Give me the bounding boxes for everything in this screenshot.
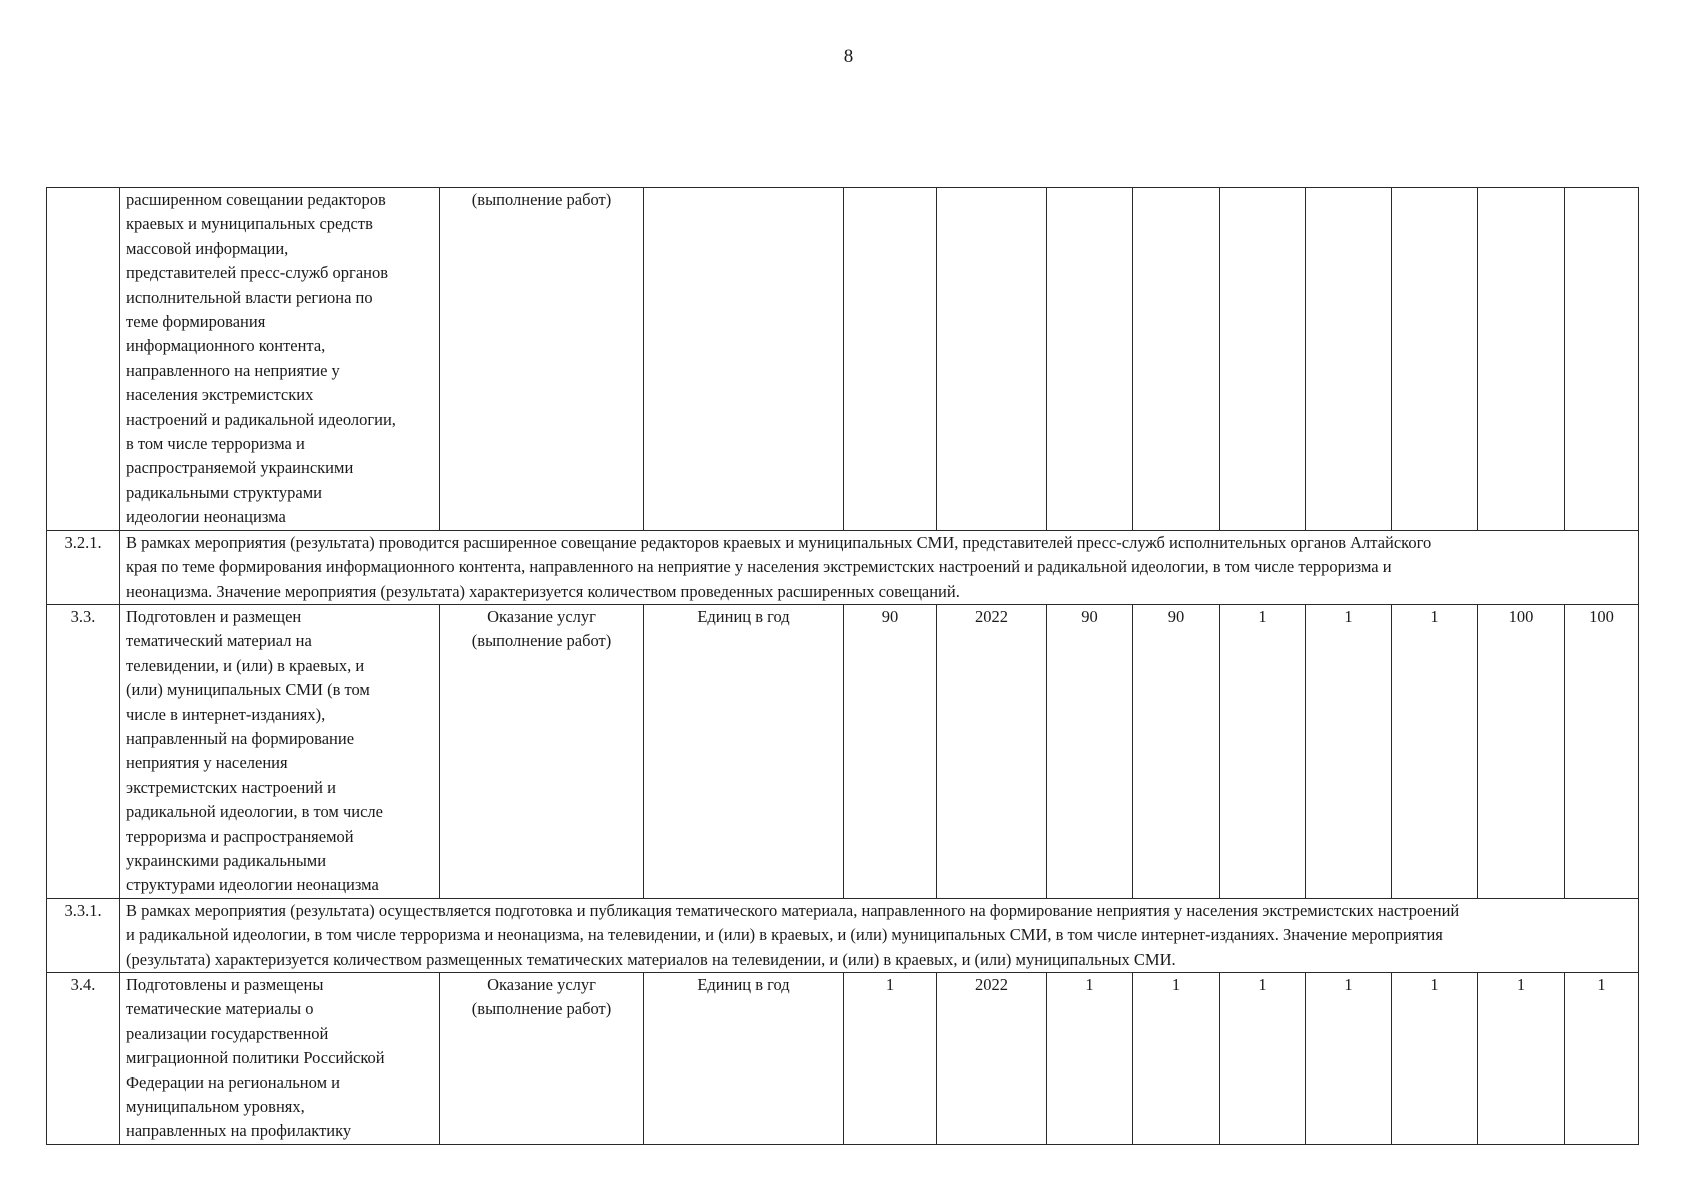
indicator-name-line: направленного на неприятие у <box>126 360 340 380</box>
indicator-name-line: направленный на формирование <box>126 728 355 748</box>
indicator-type-line: (выполнение работ) <box>471 190 612 209</box>
indicator-name-line: неприятия у населения <box>126 753 288 773</box>
indicator-row <box>47 604 1639 898</box>
indicator-name-line: терроризма и распространяемой <box>126 826 354 846</box>
unit-cell: Единиц в год <box>644 604 844 898</box>
value-cell: 1 <box>1306 604 1392 898</box>
indicator-row <box>47 973 1639 1145</box>
indicator-name-line: радикальной идеологии, в том числе <box>126 802 383 822</box>
description-text-line: В рамках мероприятия (результата) осуществляется подготовка и публикация тематического материала, направленного на формирование неприятия у населения экстремистских настроений <box>126 900 1460 920</box>
row-number: 3.3.1. <box>47 898 120 972</box>
indicator-name-line: расширенном совещании редакторов <box>126 190 386 209</box>
value-cell: 2022 <box>937 604 1047 898</box>
indicator-row <box>47 188 1639 531</box>
indicator-name-line: телевидении, и (или) в краевых, и <box>126 655 365 675</box>
indicator-name-line: направленных на профилактику <box>126 1121 352 1141</box>
indicator-name-line: распространяемой украинскими <box>126 458 354 478</box>
value-cell <box>1478 188 1565 531</box>
value-cell <box>937 188 1047 531</box>
description-row <box>47 530 1639 604</box>
value-cell: 90 <box>1133 604 1220 898</box>
value-cell: 100 <box>1478 604 1565 898</box>
indicator-type-line: (выполнение работ) <box>471 999 612 1019</box>
indicator-name-line: украинскими радикальными <box>126 850 327 870</box>
value-cell <box>1565 188 1639 531</box>
indicator-name-line: миграционной политики Российской <box>126 1048 385 1068</box>
description-text <box>120 530 1639 604</box>
unit-cell: Единиц в год <box>644 973 844 1145</box>
indicator-type-line: (выполнение работ) <box>471 631 612 651</box>
indicator-name-line: структурами идеологии неонацизма <box>126 875 379 895</box>
indicator-name-line: реализации государственной <box>126 1023 329 1043</box>
indicator-name-line: Подготовлены и размещены <box>126 975 324 994</box>
indicator-name-line: числе в интернет-изданиях), <box>126 704 326 724</box>
value-cell <box>1306 188 1392 531</box>
indicator-type-line: Оказание услуг <box>487 975 596 994</box>
row-number: 3.2.1. <box>47 530 120 604</box>
indicator-type <box>440 604 644 898</box>
indicator-name-line: Подготовлен и размещен <box>126 606 302 626</box>
indicator-name-line: настроений и радикальной идеологии, <box>126 409 396 429</box>
description-text-line: и радикальной идеологии, в том числе терроризма и неонацизма, на телевидении, и (или) в краевых, и (или) муниципальных СМИ, в том числе интернет-изданиях. Значение мероприятия <box>126 925 1443 945</box>
value-cell: 100 <box>1565 604 1639 898</box>
value-cell <box>1220 188 1306 531</box>
row-number: 3.4. <box>47 973 120 1145</box>
indicator-type <box>440 188 644 531</box>
description-row <box>47 898 1639 972</box>
description-text <box>120 898 1639 972</box>
indicator-name-line: исполнительной власти региона по <box>126 287 373 307</box>
value-cell: 2022 <box>937 973 1047 1145</box>
description-text-line: неонацизма. Значение мероприятия (результата) характеризуется количеством проведенных расширенных совещаний. <box>126 581 960 601</box>
value-cell <box>1047 188 1133 531</box>
indicator-type <box>440 973 644 1145</box>
row-number: 3.3. <box>47 604 120 898</box>
indicator-name-line: Федерации на региональном и <box>126 1072 340 1092</box>
value-cell: 1 <box>1565 973 1639 1145</box>
value-cell: 90 <box>844 604 937 898</box>
indicator-name <box>120 973 440 1145</box>
row-number <box>47 188 120 531</box>
indicator-name-line: теме формирования <box>126 312 266 332</box>
indicator-name-line: тематические материалы о <box>126 999 314 1019</box>
value-cell <box>1392 188 1478 531</box>
indicator-name-line: муниципальном уровнях, <box>126 1097 305 1117</box>
indicator-name-line: информационного контента, <box>126 336 326 356</box>
value-cell: 1 <box>844 973 937 1145</box>
value-cell: 1 <box>1392 973 1478 1145</box>
value-cell: 1 <box>1220 604 1306 898</box>
value-cell <box>844 188 937 531</box>
indicator-name-line: радикальными структурами <box>126 482 323 502</box>
indicator-name-line: представителей пресс-служб органов <box>126 263 389 283</box>
description-text-line: В рамках мероприятия (результата) проводится расширенное совещание редакторов краевых и муниципальных СМИ, представителей пресс-служб исполнительных органов Алтайского <box>126 532 1432 552</box>
value-cell: 90 <box>1047 604 1133 898</box>
value-cell: 1 <box>1133 973 1220 1145</box>
indicator-name-line: тематический материал на <box>126 631 312 651</box>
indicator-name-line: массовой информации, <box>126 238 289 258</box>
value-cell: 1 <box>1220 973 1306 1145</box>
indicator-name-line: населения экстремистских <box>126 385 314 405</box>
value-cell: 1 <box>1306 973 1392 1145</box>
indicator-name-line: краевых и муниципальных средств <box>126 214 373 234</box>
value-cell: 1 <box>1478 973 1565 1145</box>
unit-cell <box>644 188 844 531</box>
value-cell: 1 <box>1392 604 1478 898</box>
indicator-name <box>120 604 440 898</box>
indicator-name-line: экстремистских настроений и <box>126 777 336 797</box>
value-cell <box>1133 188 1220 531</box>
indicator-name-line: (или) муниципальных СМИ (в том <box>126 680 370 700</box>
description-text-line: (результата) характеризуется количеством размещенных тематических материалов на телевидении, и (или) в краевых, и (или) муниципальных СМИ. <box>126 949 1176 969</box>
indicator-name <box>120 188 440 531</box>
indicator-type-line: Оказание услуг <box>487 606 596 626</box>
page-number: 8 <box>843 46 854 67</box>
indicator-name-line: в том числе терроризма и <box>126 434 305 454</box>
indicators-table <box>46 187 1639 1145</box>
description-text-line: края по теме формирования информационного контента, направленного на неприятие у населения экстремистских настроений и радикальной идеологии, в том числе терроризма и <box>126 557 1392 577</box>
value-cell: 1 <box>1047 973 1133 1145</box>
indicator-name-line: идеологии неонацизма <box>126 507 286 527</box>
